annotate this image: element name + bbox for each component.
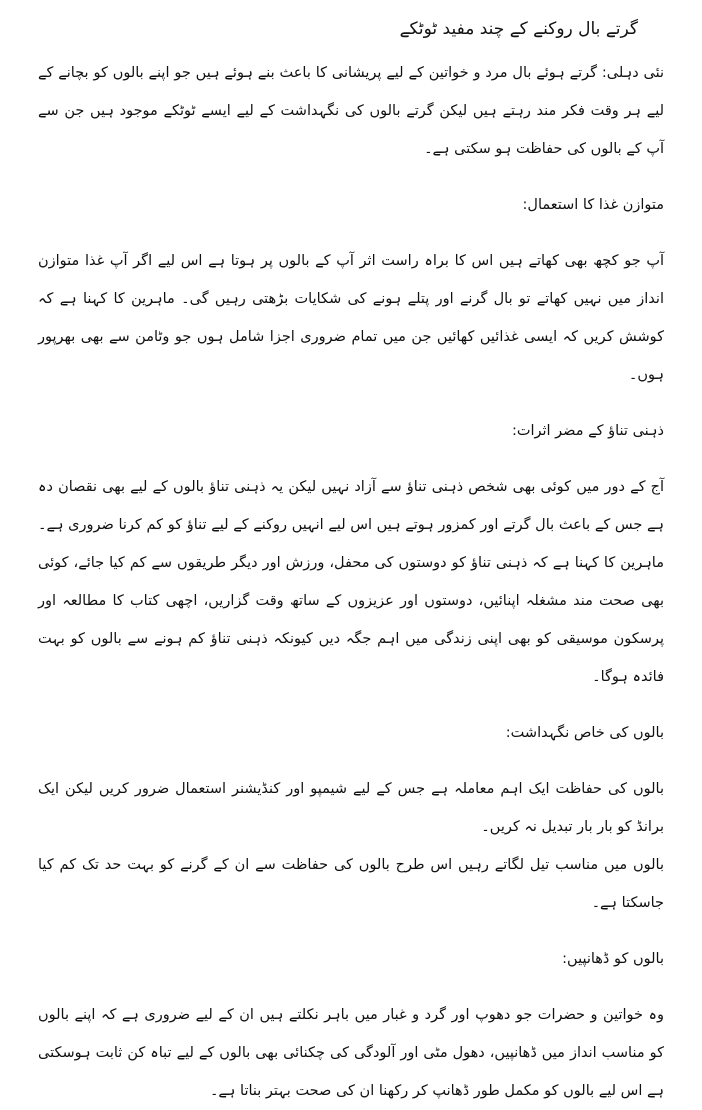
article-intro: نئی دہلی: گرتے ہوئے بال مرد و خواتین کے لیے پریشانی کا باعث بنے ہوئے ہیں جو اپنے بالوں کو بچانے کے لیے ہر وقت فکر مند رہتے ہیں لیکن گرتے بالوں کی نگہداشت کے لیے ایسے ٹوٹکے موجود ہیں جن سے آپ کے بالوں کی حفاظت ہو سکتی ہے۔ [38,65,664,157]
spacer [38,224,664,242]
spacer [38,978,664,996]
section-body-stress: آج کے دور میں کوئی بھی شخص ذہنی تناؤ سے آزاد نہیں لیکن یہ ذہنی تناؤ بالوں کے لیے بھی نقصان دہ ہے جس کے باعث بال گرتے اور کمزور ہوتے ہیں اس لیے انہیں روکنے کے لیے تناؤ کو کم کرنا ضروری ہے۔ ماہرین کا کہنا ہے کہ ذہنی تناؤ کو دوستوں کی محفل، ورزش اور دیگر طریقوں سے کم کیا جائے، کوئی بھی صحت مند مشغلہ اپنائیں، دوستوں اور عزیزوں کے ساتھ وقت گزاریں، اچھی کتاب کا مطالعہ اور پرسکون موسیقی کو بھی اپنی زندگی میں اہم جگہ دیں کیونکہ ذہنی تناؤ کم ہونے سے بالوں کو بہت فائدہ ہوگا۔ [38,479,664,685]
spacer [38,450,664,468]
spacer [38,696,664,714]
spacer [38,394,664,412]
section-body-hair-care-oil: بالوں میں مناسب تیل لگاتے رہیں اس طرح بالوں کی حفاظت سے ان کے گرنے کو بہت حد تک کم کیا جاسکتا ہے۔ [38,857,664,911]
section-heading-cover-hair: بالوں کو ڈھانپیں: [562,951,664,967]
section-body-cover-hair: وہ خواتین و حضرات جو دھوپ اور گرد و غبار میں باہر نکلتے ہیں ان کے لیے ضروری ہے کہ اپنے بالوں کو مناسب انداز میں ڈھانپیں، دھول مٹی اور آلودگی کی چکنائی بھی بالوں کے لیے تباہ کن ثابت ہوسکتی ہے اس لیے بالوں کو مکمل طور ڈھانپ کر رکھنا ان کی صحت بہتر بناتا ہے۔ [38,1007,664,1099]
section-heading-stress: ذہنی تناؤ کے مضر اثرات: [511,423,664,439]
spacer [38,168,664,186]
spacer [38,752,664,770]
spacer [38,922,664,940]
section-body-balanced-diet: آپ جو کچھ بھی کھاتے ہیں اس کا براہ راست اثر آپ کے بالوں پر ہوتا ہے اس لیے اگر آپ غذا متوازن انداز میں نہیں کھاتے تو بال گرنے اور پتلے ہونے کی شکایات بڑھتی رہیں گی۔ ماہرین کا کہنا ہے کہ کوشش کریں کہ ایسی غذائیں کھائیں جن میں تمام ضروری اجزا شامل ہوں جو وٹامن سے بھی بھرپور ہوں۔ [38,253,664,383]
section-heading-balanced-diet: متوازن غذا کا استعمال: [522,197,664,213]
article-title: گرتے بال روکنے کے چند مفید ٹوٹکے [399,19,638,39]
section-heading-hair-care: بالوں کی خاص نگہداشت: [505,725,664,741]
section-body-hair-care: بالوں کی حفاظت ایک اہم معاملہ ہے جس کے لیے شیمپو اور کنڈیشنر استعمال ضرور کریں لیکن ایک برانڈ کو بار بار تبدیل نہ کریں۔ [38,781,664,835]
